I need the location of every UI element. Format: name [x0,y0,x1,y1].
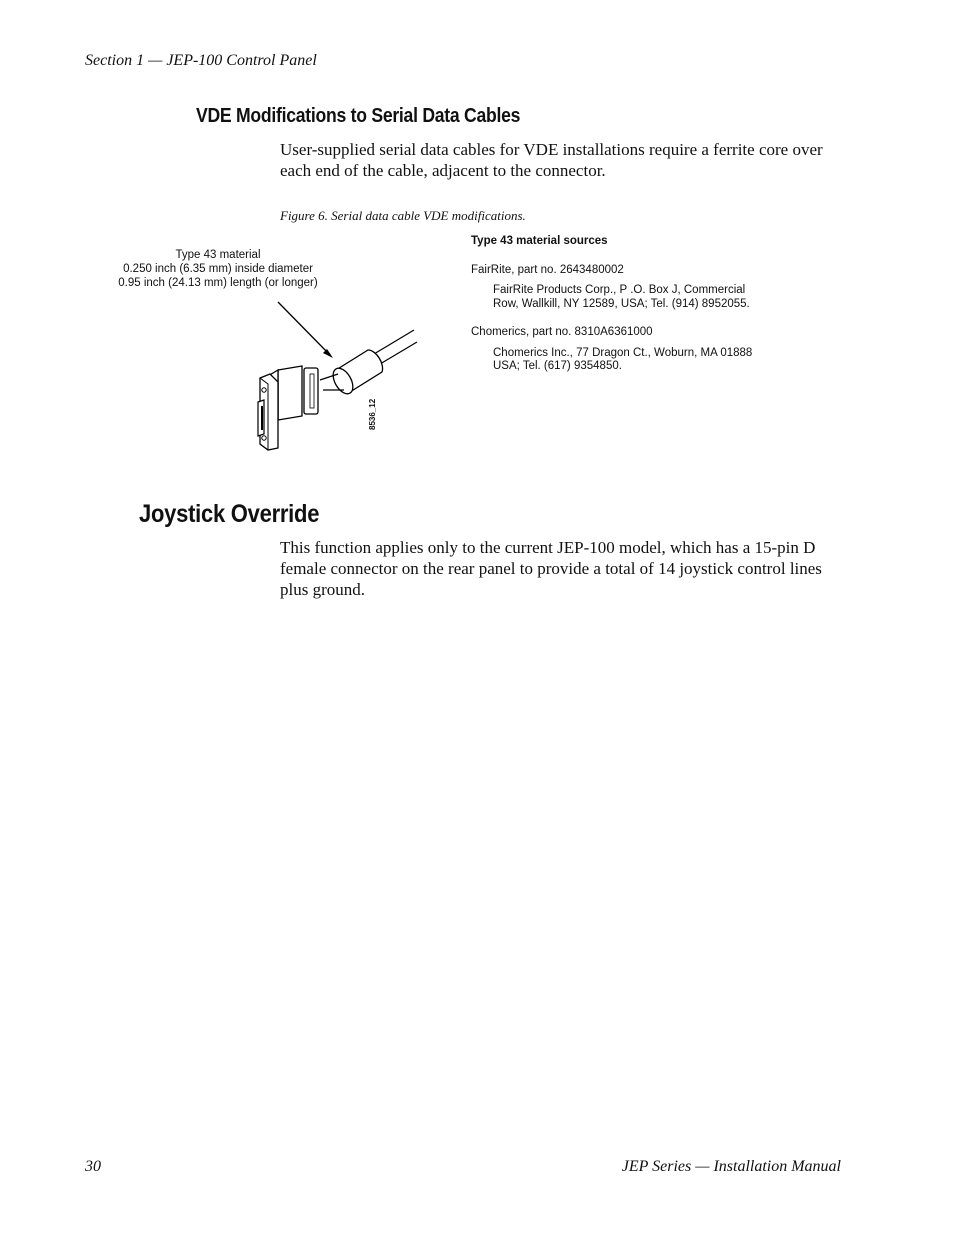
callout-line-diameter: 0.250 inch (6.35 mm) inside diameter [123,263,313,275]
sources-title: Type 43 material sources [471,235,608,247]
source-detail-chomerics [493,347,851,374]
source-detail-fairrite [493,284,851,311]
running-header: Section 1 — JEP-100 Control Panel [85,52,317,69]
source-detail-line: FairRite Products Corp., P .O. Box J, Commercial [493,284,746,296]
source-part-chomerics: Chomerics, part no. 8310A6361000 [471,326,653,338]
joystick-section-heading: Joystick Override [139,500,320,528]
connector-shell [278,366,302,420]
material-sources [471,235,851,389]
callout-line-material: Type 43 material [175,249,261,261]
jackscrew-bottom [262,436,266,440]
page-number: 30 [85,1158,101,1175]
vde-section-paragraph: User-supplied serial data cables for VDE installations require a ferrite core over each end of the cable, adjacent to the connector. [280,140,823,180]
jackscrew-top [262,388,266,392]
source-detail-line: USA; Tel. (617) 9354850. [493,360,622,372]
source-detail-line: Row, Wallkill, NY 12589, USA; Tel. (914) 8952055. [493,297,750,310]
figure-caption: Figure 6. Serial data cable VDE modifications. [280,208,526,223]
cable-diagram [100,240,450,460]
source-detail-line: Chomerics Inc., 77 Dragon Ct., Woburn, MA 01888 [493,346,753,359]
ferrite-callout [108,248,328,290]
callout-leader-line [278,302,330,355]
callout-line-length: 0.95 inch (24.13 mm) length (or longer) [118,277,318,289]
vde-section-heading: VDE Modifications to Serial Data Cables [196,105,521,127]
running-footer-title: JEP Series — Installation Manual [621,1158,841,1175]
callout-arrowhead [323,349,333,358]
source-part-fairrite: FairRite, part no. 2643480002 [471,263,624,276]
drawing-id-label: 8536_12 [368,398,377,430]
joystick-section-paragraph: This function applies only to the current JEP-100 model, which has a 15-pin D female connector on the rear panel to provide a total of 14 joystick control lines plus ground. [280,538,822,599]
connector-hood [304,368,318,414]
